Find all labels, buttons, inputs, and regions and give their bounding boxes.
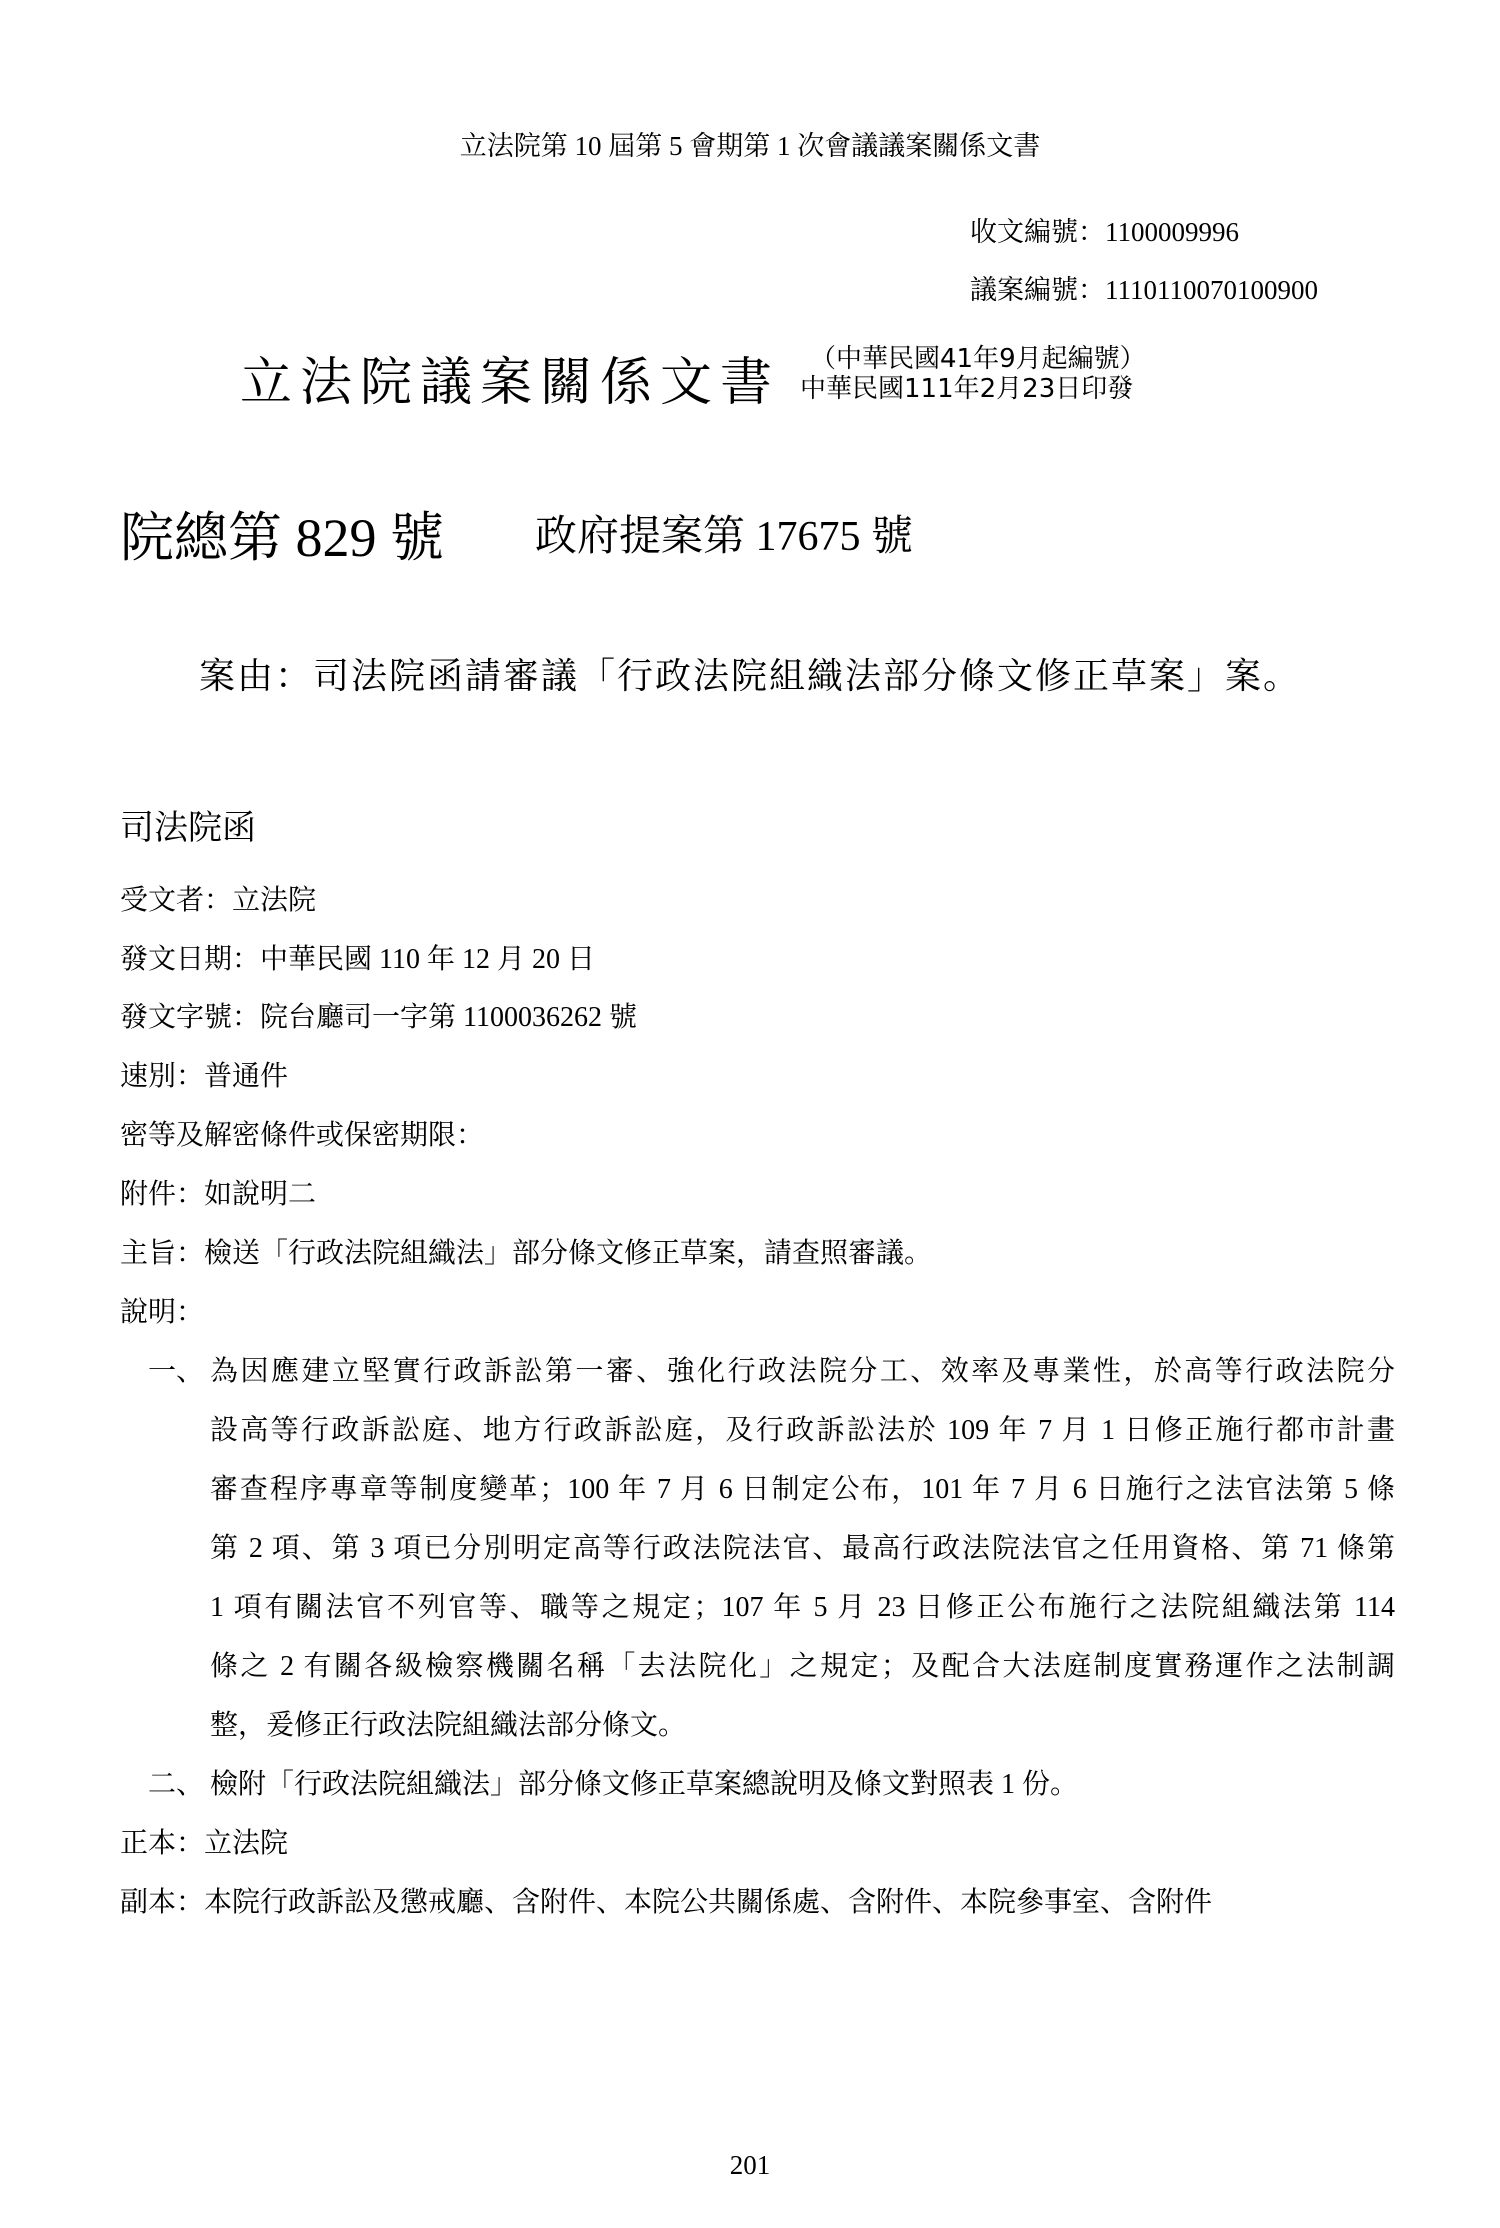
attachment-field: 附件：如說明二 bbox=[120, 1179, 317, 1210]
document-title: 立法院議案關係文書 bbox=[240, 355, 781, 412]
government-proposal-number: 政府提案第 17675 號 bbox=[535, 514, 914, 560]
explanation-item-line: 為因應建立堅實行政訴訟第一審、強化行政法院分工、效率及專業性，於高等行政法院分 bbox=[210, 1356, 1395, 1387]
purpose-field: 主旨：檢送「行政法院組織法」部分條文修正草案，請查照審議。 bbox=[120, 1238, 933, 1269]
speed-field: 速別：普通件 bbox=[120, 1061, 289, 1092]
explanation-heading: 說明： bbox=[120, 1297, 205, 1328]
recipient-field: 受文者：立法院 bbox=[120, 885, 317, 916]
copy-recipient-field: 副本：本院行政訴訟及懲戒廳、含附件、本院公共關係處、含附件、本院參事室、含附件 bbox=[120, 1887, 1213, 1918]
document-header: 立法院第 10 屆第 5 會期第 1 次會議議案關係文書 bbox=[459, 131, 1041, 161]
explanation-item-line: 設高等行政訴訟庭、地方行政訴訟庭，及行政訴訟法於 109 年 7 月 1 日修正施行都市計畫 bbox=[210, 1415, 1395, 1446]
explanation-item-line: 1 項有關法官不列官等、職等之規定；107 年 5 月 23 日修正公布施行之法院組織法第 114 bbox=[210, 1592, 1395, 1623]
numbering-note: （中華民國41年9月起編號） bbox=[810, 344, 1146, 374]
receipt-number: 收文編號：1100009996 bbox=[970, 217, 1239, 247]
bill-number: 議案編號：1110110070100900 bbox=[970, 275, 1318, 305]
explanation-item-label: 二、 bbox=[148, 1769, 205, 1800]
explanation-item-line: 第 2 項、第 3 項已分別明定高等行政法院法官、最高行政法院法官之任用資格、第 71 條第 bbox=[210, 1533, 1395, 1564]
explanation-item-line: 條之 2 有關各級檢察機關名稱「去法院化」之規定；及配合大法庭制度實務運作之法制調 bbox=[210, 1651, 1395, 1682]
page-number: 201 bbox=[729, 2150, 771, 2180]
explanation-item-line: 檢附「行政法院組織法」部分條文修正草案總說明及條文對照表 1 份。 bbox=[210, 1769, 1079, 1800]
department-number: 院總第 829 號 bbox=[120, 508, 444, 568]
sender-heading: 司法院函 bbox=[120, 810, 256, 847]
explanation-item-line: 整，爰修正行政法院組織法部分條文。 bbox=[210, 1710, 687, 1741]
subject-line: 案由：司法院函請審議「行政法院組織法部分條文修正草案」案。 bbox=[198, 656, 1301, 696]
explanation-item-line: 審查程序專章等制度變革；100 年 7 月 6 日制定公布，101 年 7 月 6 日施行之法官法第 5 條 bbox=[210, 1474, 1395, 1505]
issue-date-field: 發文日期：中華民國 110 年 12 月 20 日 bbox=[120, 944, 595, 975]
explanation-item-label: 一、 bbox=[148, 1356, 205, 1387]
original-recipient-field: 正本：立法院 bbox=[120, 1828, 289, 1859]
print-date: 中華民國111年2月23日印發 bbox=[800, 374, 1134, 404]
document-number-field: 發文字號：院台廳司一字第 1100036262 號 bbox=[120, 1002, 637, 1033]
secrecy-field: 密等及解密條件或保密期限： bbox=[120, 1120, 485, 1151]
